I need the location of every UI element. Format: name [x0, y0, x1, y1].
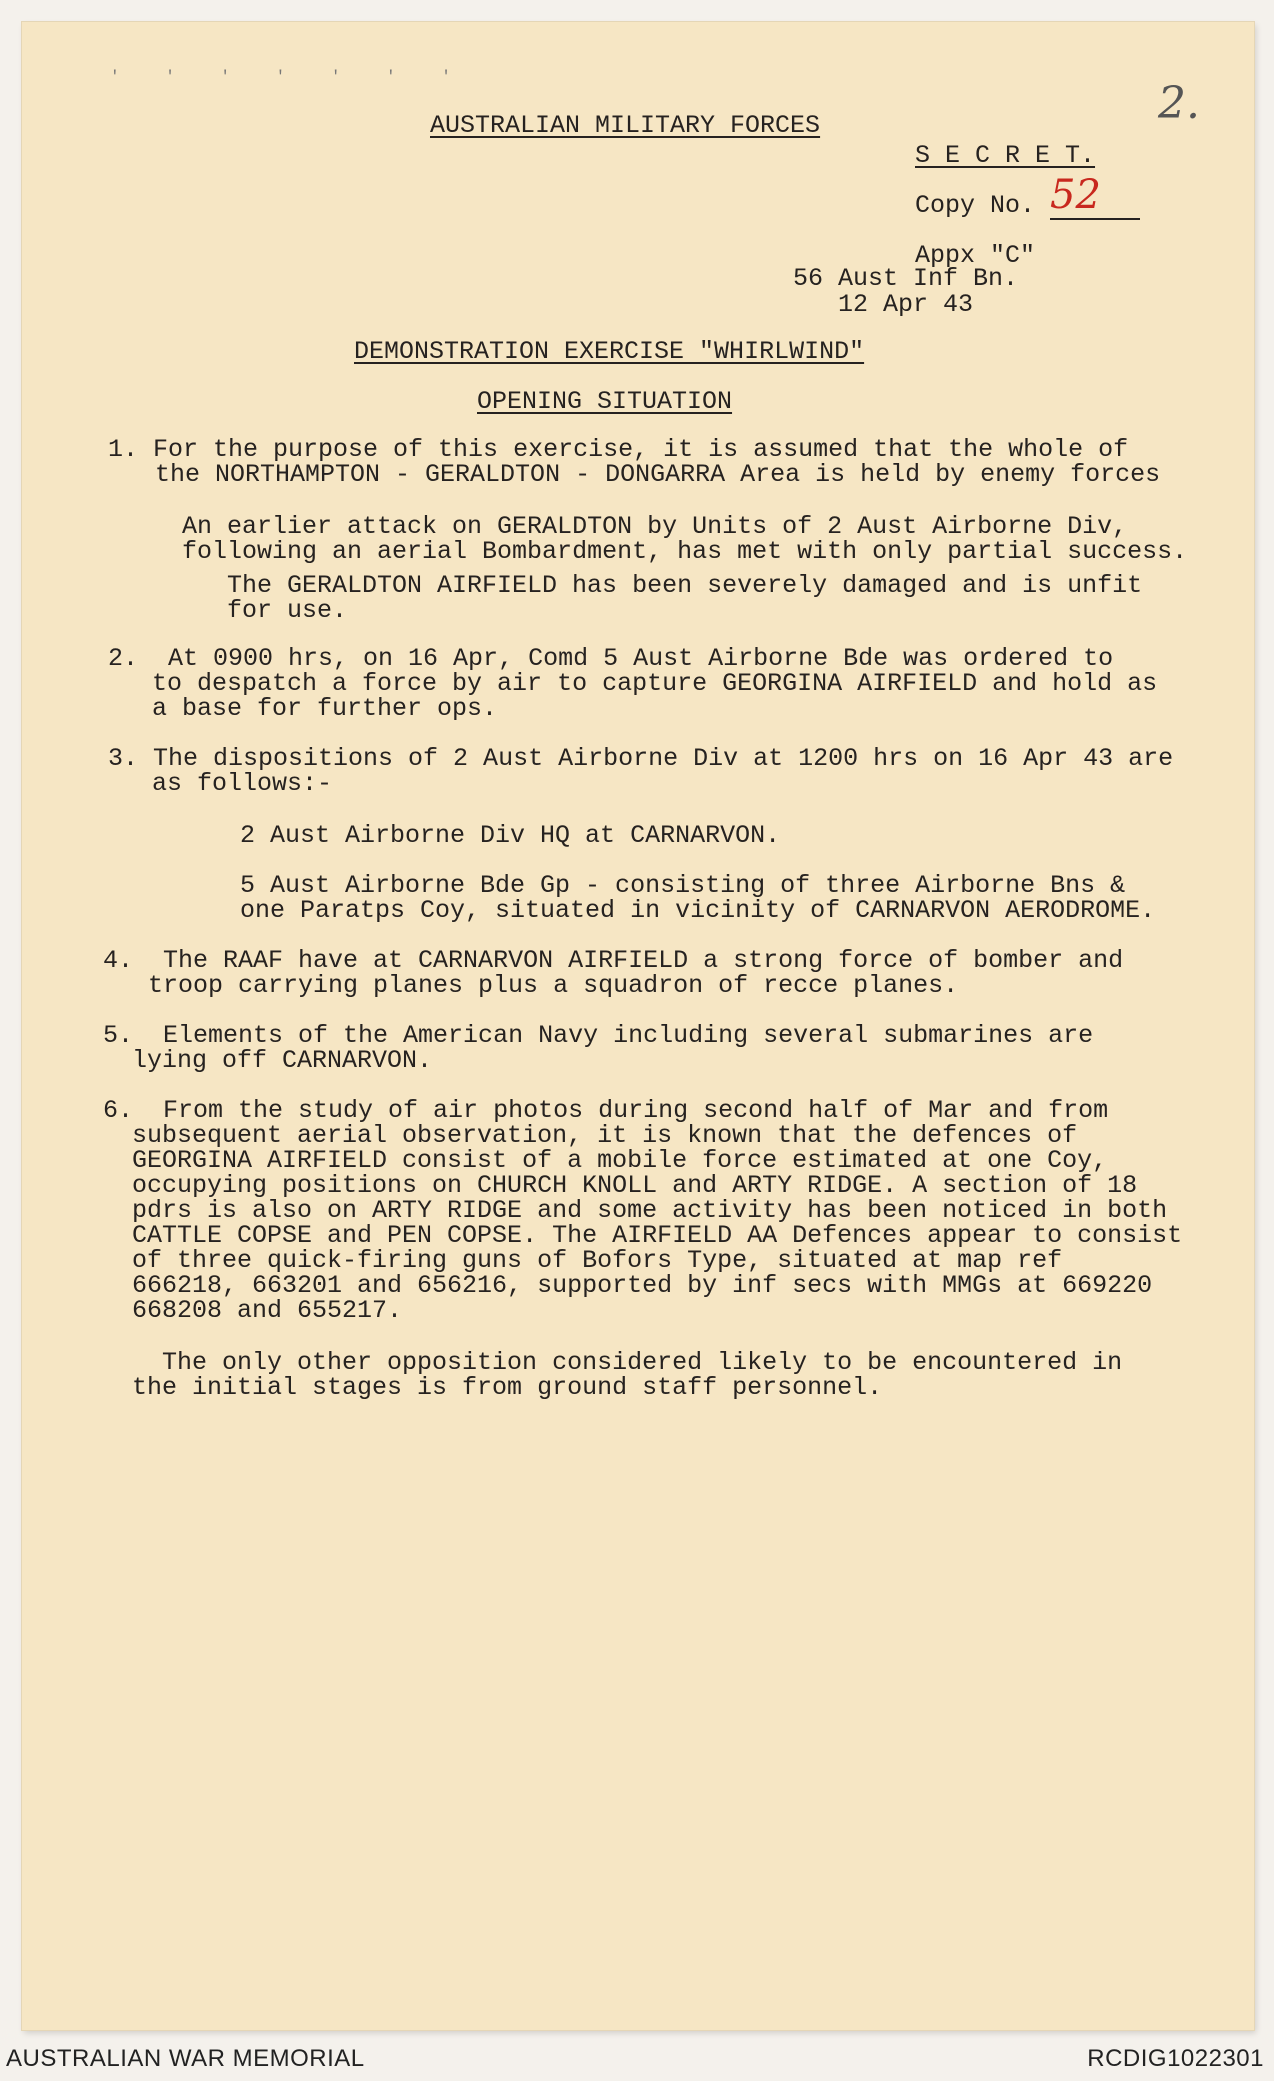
- para-6-line-3: GEORGINA AIRFIELD consist of a mobile force estimated at one Coy,: [132, 1146, 1108, 1175]
- org-heading: AUSTRALIAN MILITARY FORCES: [430, 111, 821, 140]
- para-6-line-9: 668208 and 655217.: [132, 1296, 403, 1325]
- para-1b-line-2: following an aerial Bombardment, has met with only partial success.: [182, 537, 1188, 566]
- para-1c-line-2: for use.: [227, 596, 348, 625]
- appendix-label: Appx "C": [915, 241, 1036, 270]
- para-3a: 2 Aust Airborne Div HQ at CARNARVON.: [240, 821, 781, 850]
- para-2-line-3: a base for further ops.: [152, 694, 498, 723]
- para-5-line-2: lying off CARNARVON.: [132, 1046, 433, 1075]
- para-3b-line-1: 5 Aust Airborne Bde Gp - consisting of three Airborne Bns &: [240, 871, 1126, 900]
- para-5-line-1: 5. Elements of the American Navy including several submarines are: [103, 1021, 1094, 1050]
- para-6-line-5: pdrs is also on ARTY RIDGE and some activity has been noticed in both: [132, 1196, 1168, 1225]
- para-2-line-2: to despatch a force by air to capture GEORGINA AIRFIELD and hold as: [152, 669, 1158, 698]
- para-1-line-2: the NORTHAMPTON - GERALDTON - DONGARRA Area is held by enemy forces: [155, 460, 1161, 489]
- copy-number: 52: [1050, 172, 1140, 220]
- para-6-line-8: 666218, 663201 and 656216, supported by inf secs with MMGs at 669220: [132, 1271, 1153, 1300]
- para-1-line-1: 1. For the purpose of this exercise, it is assumed that the whole of: [108, 435, 1129, 464]
- para-6-line-4: occupying positions on CHURCH KNOLL and ARTY RIDGE. A section of 18: [132, 1171, 1138, 1200]
- archive-credit: AUSTRALIAN WAR MEMORIAL: [6, 2045, 365, 2072]
- para-6-line-2: subsequent aerial observation, it is known that the defences of: [132, 1121, 1078, 1150]
- record-id: RCDIG1022301: [1087, 2045, 1264, 2072]
- para-3-line-1: 3. The dispositions of 2 Aust Airborne Div at 1200 hrs on 16 Apr 43 are: [108, 744, 1174, 773]
- exercise-title: DEMONSTRATION EXERCISE "WHIRLWIND": [354, 337, 865, 366]
- para-3b-line-2: one Paratps Coy, situated in vicinity of CARNARVON AERODROME.: [240, 896, 1156, 925]
- date-label: 12 Apr 43: [838, 290, 974, 319]
- para-6-line-1: 6. From the study of air photos during second half of Mar and from: [103, 1096, 1109, 1125]
- unit-label: 56 Aust Inf Bn.: [793, 264, 1019, 293]
- para-1c-line-1: The GERALDTON AIRFIELD has been severely damaged and is unfit: [227, 571, 1143, 600]
- para-4-line-2: troop carrying planes plus a squadron of recce planes.: [148, 971, 959, 1000]
- para-6-line-6: CATTLE COPSE and PEN COPSE. The AIRFIELD AA Defences appear to consist: [132, 1221, 1183, 1250]
- para-7-line-2: the initial stages is from ground staff personnel.: [132, 1373, 883, 1402]
- page-number: 2.: [1158, 78, 1200, 129]
- section-title: OPENING SITUATION: [477, 387, 733, 416]
- para-4-line-1: 4. The RAAF have at CARNARVON AIRFIELD a strong force of bomber and: [103, 946, 1124, 975]
- para-2-line-1: 2. At 0900 hrs, on 16 Apr, Comd 5 Aust Airborne Bde was ordered to: [108, 644, 1114, 673]
- para-6-line-7: of three quick-firing guns of Bofors Type, situated at map ref: [132, 1246, 1063, 1275]
- punch-marks: ' ' ' ' ' ' ': [110, 68, 469, 86]
- para-7-line-1: The only other opposition considered likely to be encountered in: [162, 1348, 1123, 1377]
- copy-label: Copy No.: [915, 191, 1036, 220]
- para-1b-line-1: An earlier attack on GERALDTON by Units of 2 Aust Airborne Div,: [182, 512, 1128, 541]
- classification-label: S E C R E T.: [915, 141, 1096, 170]
- para-3-line-2: as follows:-: [152, 769, 333, 798]
